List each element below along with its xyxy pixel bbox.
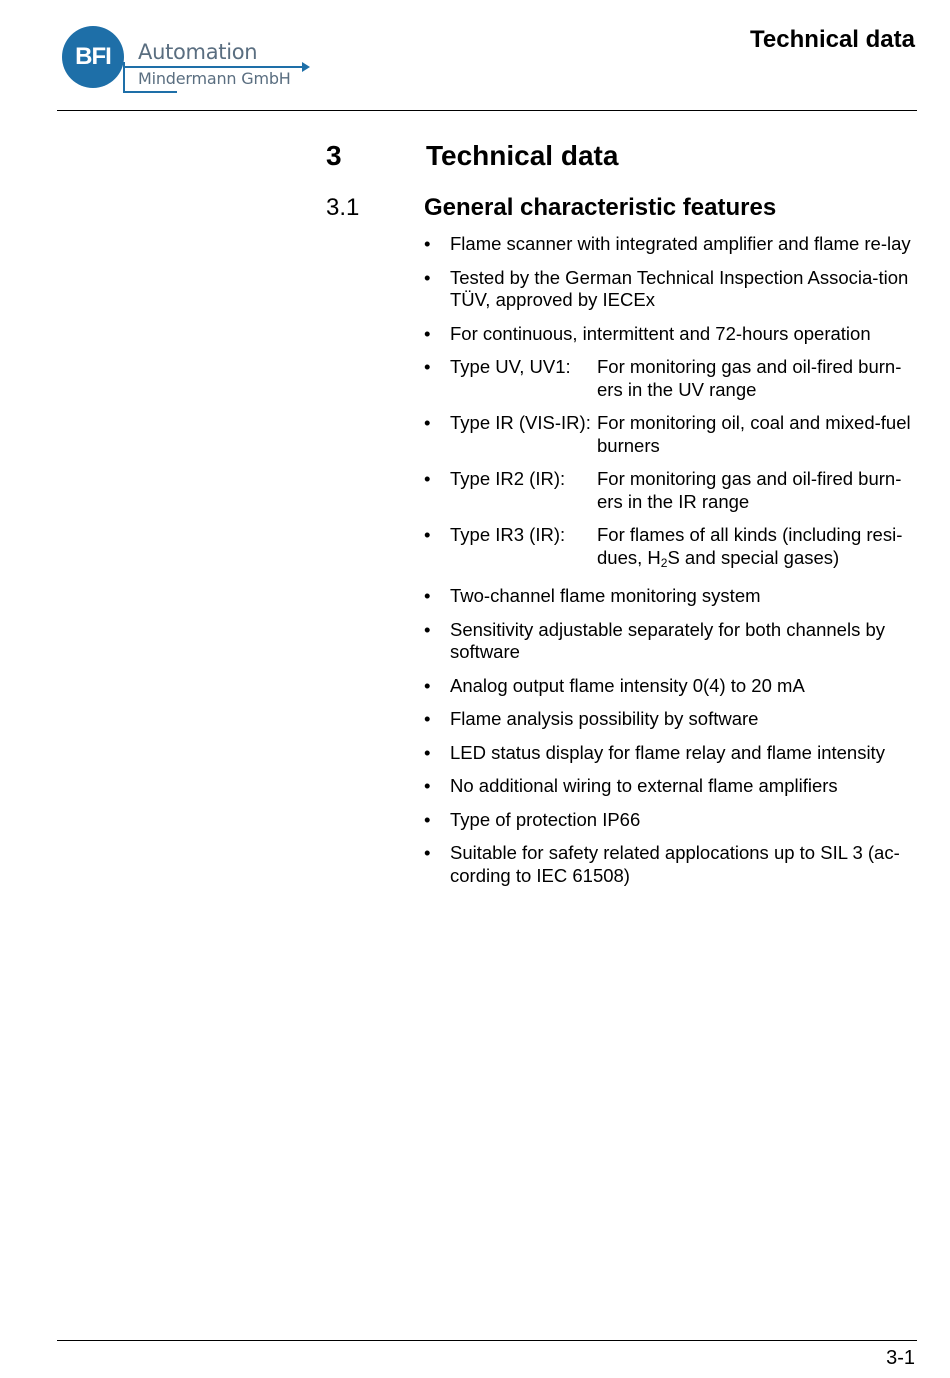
bfi-logo-mark: BFI (62, 26, 124, 88)
feature-text: No additional wiring to external flame amplifiers (450, 775, 838, 796)
type-description (597, 524, 919, 574)
feature-text: Tested by the German Technical Inspection Associa-tion TÜV, approved by IECEx (450, 266, 909, 310)
header-divider (57, 110, 917, 111)
bullet-icon: • (424, 741, 431, 763)
company-logo (62, 24, 312, 96)
list-item (424, 842, 919, 887)
bullet-icon: • (424, 412, 431, 433)
list-item (424, 708, 919, 731)
list-item-type-ir2 (424, 468, 919, 513)
feature-text: Analog output flame intensity 0(4) to 20 mA (450, 674, 805, 696)
bullet-icon: • (424, 808, 431, 830)
bullet-icon: • (424, 266, 431, 288)
section-number: 3.1 (326, 194, 360, 221)
bullet-icon: • (424, 618, 431, 640)
list-item (424, 809, 919, 832)
subscript-two: 2 (660, 555, 668, 570)
list-item (424, 267, 919, 312)
type-label: Type IR (VIS-IR): (450, 412, 591, 433)
type-description: For monitoring gas and oil-fired burn-ers in the IR range (597, 468, 902, 512)
bullet-icon: • (424, 322, 431, 344)
list-item (424, 585, 919, 608)
feature-text: Type of protection IP66 (450, 808, 641, 830)
feature-list (424, 233, 919, 898)
type-description-part: S and special gases) (667, 546, 840, 568)
feature-text: Two-channel flame monitoring system (450, 585, 761, 606)
logo-text-automation: Automation (138, 40, 258, 64)
bullet-icon: • (424, 585, 431, 606)
type-description: For monitoring oil, coal and mixed-fuel burners (597, 412, 911, 456)
feature-text: For continuous, intermittent and 72-hours operation (450, 322, 871, 344)
list-item (424, 619, 919, 664)
feature-text: Flame scanner with integrated amplifier and flame re-lay (450, 233, 911, 254)
feature-text: Flame analysis possibility by software (450, 708, 759, 729)
chapter-number: 3 (326, 140, 342, 171)
bullet-icon: • (424, 468, 431, 489)
running-header-title: Technical data (750, 26, 915, 53)
bullet-icon: • (424, 842, 431, 863)
bullet-icon: • (424, 356, 431, 377)
list-item (424, 775, 919, 798)
bullet-icon: • (424, 708, 431, 729)
list-item-type-ir (424, 412, 919, 457)
page-number: 3-1 (886, 1347, 915, 1369)
list-item-type-ir3 (424, 524, 919, 574)
bullet-icon: • (424, 524, 431, 545)
type-label: Type IR2 (IR): (450, 468, 566, 489)
chapter-title: Technical data (426, 140, 619, 171)
list-item-type-uv (424, 356, 919, 401)
bullet-icon: • (424, 233, 431, 254)
section-title: General characteristic features (424, 194, 777, 221)
footer-divider (57, 1340, 917, 1341)
type-description: For monitoring gas and oil-fired burn-ers in the UV range (597, 356, 902, 400)
list-item (424, 742, 919, 765)
feature-text: LED status display for flame relay and flame intensity (450, 741, 885, 763)
list-item (424, 323, 919, 346)
feature-text: Sensitivity adjustable separately for both channels by software (450, 618, 886, 662)
list-item (424, 675, 919, 698)
type-label: Type UV, UV1: (450, 356, 571, 377)
logo-text-company: Mindermann GmbH (138, 69, 291, 88)
type-label: Type IR3 (IR): (450, 524, 566, 545)
feature-text: Suitable for safety related applocations up to SIL 3 (ac-cording to IEC 61508) (450, 842, 900, 886)
bullet-icon: • (424, 674, 431, 696)
bullet-icon: • (424, 775, 431, 796)
type-description-part: For flames of all kinds (including resi-dues, H (597, 524, 903, 568)
list-item (424, 233, 919, 256)
